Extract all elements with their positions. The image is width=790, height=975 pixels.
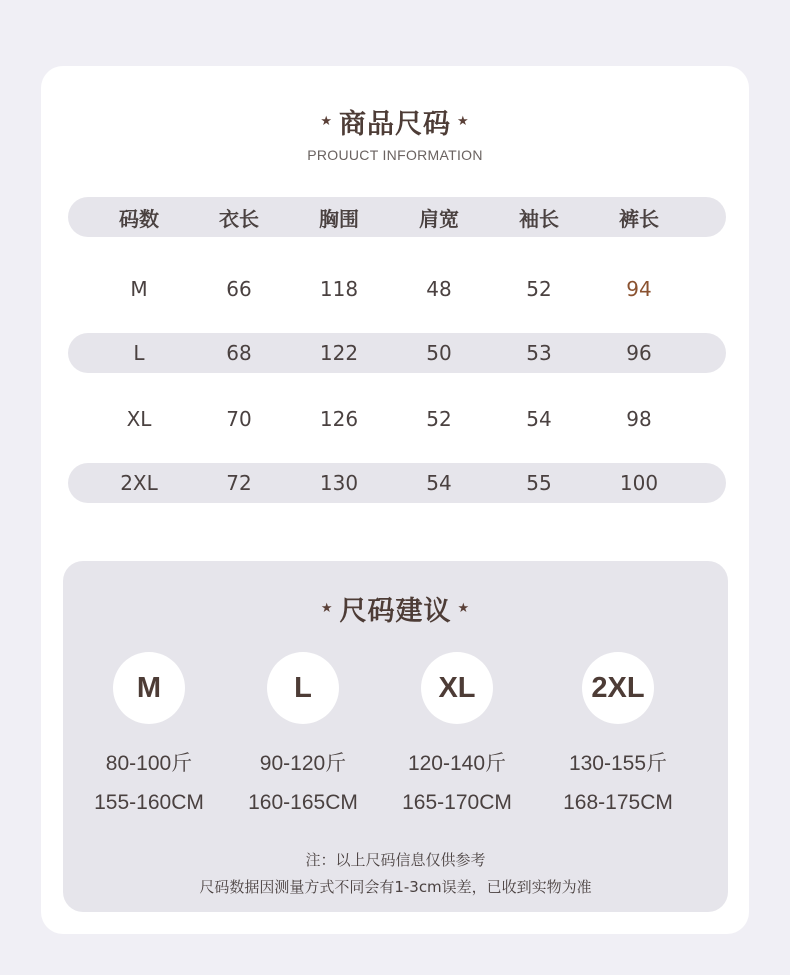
table-cell: 50: [426, 341, 452, 365]
table-cell: 118: [319, 277, 359, 301]
star-icon: ★: [457, 601, 471, 616]
header-cell-sleeve: 袖长: [519, 206, 559, 231]
table-cell: 55: [526, 471, 552, 495]
table-cell: 70: [226, 407, 252, 431]
note-line-1: 注：以上尺码信息仅供参考: [305, 851, 486, 869]
size-title: [320, 102, 469, 141]
table-cell: L: [133, 341, 145, 365]
header-cell-shoulder: 肩宽: [419, 206, 459, 231]
table-cell: XL: [126, 407, 152, 431]
table-cell: 53: [526, 341, 552, 365]
weight-range: 80-100斤: [105, 752, 193, 775]
table-cell: 66: [226, 277, 252, 301]
table-cell: 130: [319, 471, 359, 495]
table-row: [68, 269, 726, 309]
suggestion-title: [321, 589, 470, 628]
table-header-row: [68, 197, 726, 237]
table-cell: 96: [626, 341, 652, 365]
size-suggestion-panel: [63, 561, 728, 912]
header-cell-size: 码数: [119, 206, 159, 231]
table-cell: 54: [426, 471, 452, 495]
star-icon: ★: [320, 601, 334, 616]
table-row: [68, 333, 726, 373]
size-circle-xl: XL: [421, 652, 493, 724]
table-cell: 68: [226, 341, 252, 365]
table-cell: 52: [426, 407, 452, 431]
star-icon: ★: [320, 114, 333, 129]
table-row: [68, 399, 726, 439]
weight-range: 90-120斤: [259, 752, 347, 775]
size-circle-m: M: [113, 652, 185, 724]
table-cell: 2XL: [120, 471, 158, 495]
star-icon: ★: [457, 114, 470, 129]
table-cell: 72: [226, 471, 252, 495]
table-cell: 52: [526, 277, 552, 301]
size-circle-l: L: [267, 652, 339, 724]
table-cell: 126: [319, 407, 359, 431]
height-range: 168-175CM: [563, 791, 673, 814]
weight-range: 130-155斤: [568, 752, 668, 775]
table-cell: M: [130, 277, 148, 301]
height-range: 160-165CM: [248, 791, 358, 814]
table-cell: 94: [626, 277, 652, 301]
suggestion-header: [63, 589, 728, 628]
table-cell: 48: [426, 277, 452, 301]
table-row: [68, 463, 726, 503]
table-cell: 100: [619, 471, 659, 495]
header-cell-pants: 裤长: [619, 206, 659, 231]
height-range: 165-170CM: [402, 791, 512, 814]
height-range: 155-160CM: [94, 791, 204, 814]
note-line-2: 尺码数据因测量方式不同会有1-3cm误差，已收到实物为准: [199, 878, 592, 896]
table-cell: 122: [319, 341, 359, 365]
size-subtitle: PROUUCT INFORMATION: [307, 147, 483, 163]
size-header: [41, 102, 749, 163]
suggestion-title-text: 尺码建议: [339, 596, 452, 627]
header-cell-length: 衣长: [219, 206, 259, 231]
size-title-text: 商品尺码: [339, 109, 451, 140]
size-circle-2xl: 2XL: [582, 652, 654, 724]
weight-range: 120-140斤: [407, 752, 507, 775]
table-cell: 98: [626, 407, 652, 431]
table-cell: 54: [526, 407, 552, 431]
header-cell-chest: 胸围: [319, 206, 359, 231]
